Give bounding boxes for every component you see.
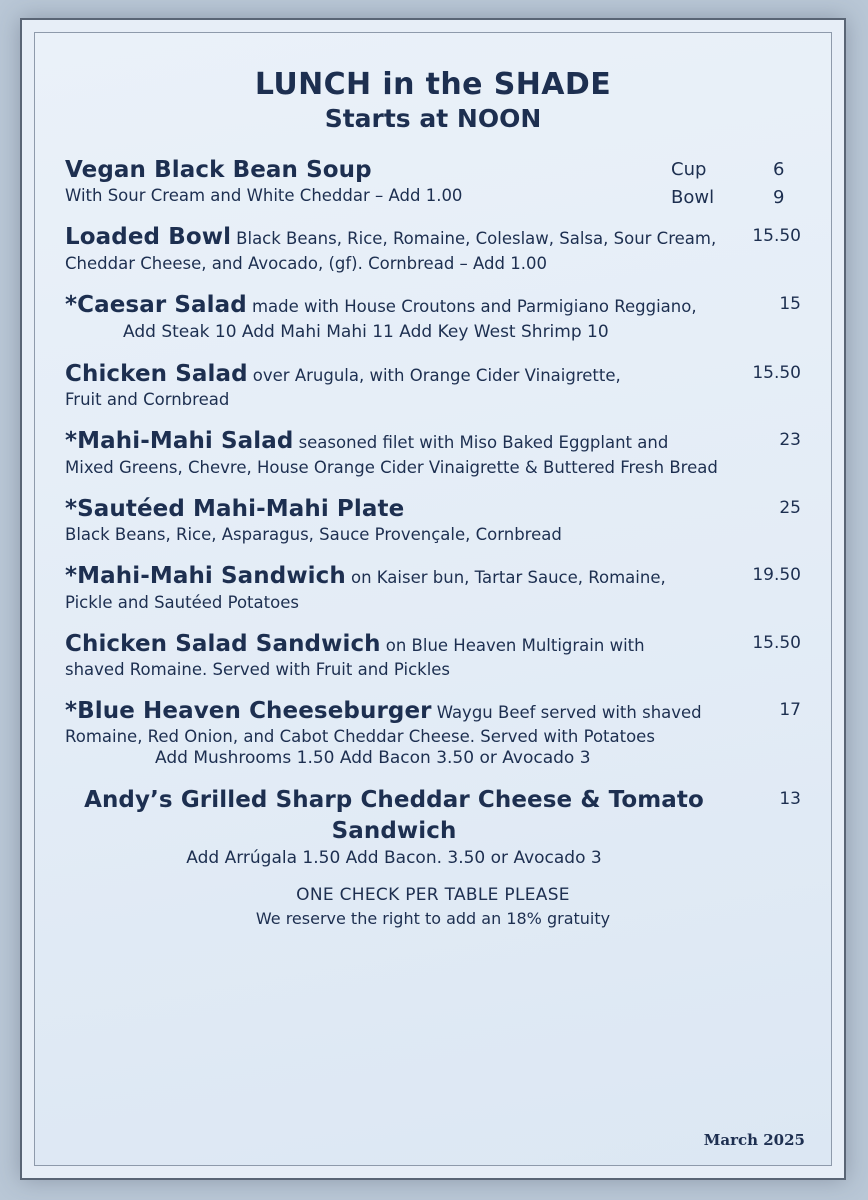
menu-item-price: 17 [779,699,801,720]
menu-footer [65,885,801,928]
menu-item-name: *Mahi-Mahi Sandwich [65,563,346,590]
menu-item-desc: Black Beans, Rice, Romaine, Coleslaw, Salsa, Sour Cream, [236,229,717,249]
menu-content [34,32,832,1166]
footer-line-2: We reserve the right to add an 18% gratuity [255,908,611,928]
menu-item-desc: seasoned filet with Miso Baked Eggplant and [298,433,669,453]
menu-item [65,155,801,208]
menu-item-desc-line2: shaved Romaine. Served with Fruit and Pickles [65,659,451,679]
menu-item-price: 15.50 [752,363,801,384]
menu-item-price: 15 [779,293,801,314]
menu-item-addons: Add Steak 10 Add Mahi Mahi 11 Add Key West Shrimp 10 [123,322,609,343]
menu-item-desc-line2: Cheddar Cheese, and Avocado, (gf). Cornbread – Add 1.00 [65,253,547,273]
menu-item-price: 19.50 [752,565,801,586]
menu-item [65,426,801,476]
menu-item-price: 23 [779,430,801,451]
menu-item [65,494,801,544]
menu-title: LUNCH in the SHADE [254,67,612,102]
menu-item-name: Chicken Salad [65,361,248,388]
price-cup-label: Cup [671,159,707,180]
menu-item-desc: over Arugula, with Orange Cider Vinaigrette, [252,366,621,386]
menu-item [65,561,801,611]
menu-items-list [65,155,801,868]
menu-item [65,359,801,409]
menu-item-price: 15.50 [752,226,801,247]
menu-item-price: 13 [779,789,801,810]
menu-item-name: *Blue Heaven Cheeseburger [65,697,432,724]
menu-item-desc-line2: Black Beans, Rice, Asparagus, Sauce Provençale, Cornbread [65,525,562,545]
menu-item-price-pair [671,156,801,212]
menu-item-name: Loaded Bowl [65,224,232,251]
menu-item-name: Chicken Salad Sandwich [65,630,381,657]
menu-item-name: Andy’s Grilled Sharp Cheddar Cheese & Tomato Sandwich [84,787,704,844]
menu-item [65,785,801,868]
menu-item-name: *Caesar Salad [65,291,247,318]
menu-item-price: 15.50 [752,632,801,653]
price-cup-value: 6 [773,159,785,180]
menu-item [65,629,801,679]
menu-item-name: Vegan Black Bean Soup [65,157,372,183]
menu-item-desc-line2: Mixed Greens, Chevre, House Orange Cider Vinaigrette & Buttered Fresh Bread [65,457,718,477]
menu-item-desc-line2: Pickle and Sautéed Potatoes [65,592,299,612]
menu-item-addons: Add Arrúgala 1.50 Add Bacon. 3.50 or Avocado 3 [186,847,602,868]
menu-item-desc: Waygu Beef served with shaved [436,702,702,722]
menu-date: March 2025 [703,1131,805,1149]
menu-item [65,222,801,272]
menu-subtitle: Starts at NOON [324,104,542,133]
menu-item-desc-line2: Romaine, Red Onion, and Cabot Cheddar Cheese. Served with Potatoes [65,727,655,747]
menu-item-desc: on Kaiser bun, Tartar Sauce, Romaine, [350,568,666,588]
menu-item-desc: made with House Croutons and Parmigiano Reggiano, [251,296,697,316]
menu-item-desc: on Blue Heaven Multigrain with [385,635,645,655]
menu-item-desc-line2: With Sour Cream and White Cheddar – Add 1.00 [65,186,463,206]
footer-line-1: ONE CHECK PER TABLE PLEASE [296,884,570,905]
menu-item [65,696,801,768]
menu-item-name: *Sautéed Mahi-Mahi Plate [65,495,405,522]
menu-item-name: *Mahi-Mahi Salad [65,428,294,455]
menu-item-addons: Add Mushrooms 1.50 Add Bacon 3.50 or Avocado 3 [155,748,591,769]
menu-header [65,67,801,133]
menu-item [65,290,801,342]
price-bowl-value: 9 [773,186,785,208]
menu-page [20,18,846,1180]
menu-item-desc-line2: Fruit and Cornbread [65,390,230,410]
price-bowl-label: Bowl [671,186,715,208]
menu-item-price: 25 [779,497,801,518]
